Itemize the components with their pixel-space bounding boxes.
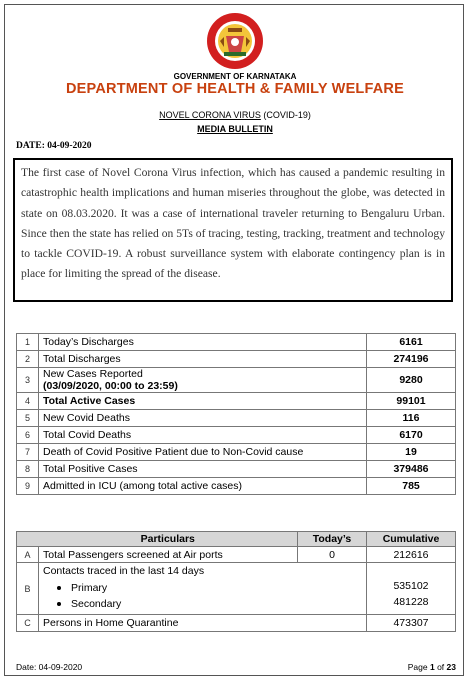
summary-body (17, 334, 456, 495)
row-label (39, 334, 367, 351)
page-total: 23 (446, 662, 456, 672)
table-row (17, 334, 456, 351)
table-row (17, 478, 456, 495)
page-number (408, 662, 456, 672)
subtitle-tag: (COVID-19) (260, 110, 311, 120)
row-index: 9 (17, 478, 39, 495)
row-label-text: New Covid Deaths (43, 412, 130, 424)
row-cumulative (367, 563, 456, 615)
list-item (43, 596, 362, 612)
row-label (39, 368, 367, 393)
contacts-label: Contacts traced in the last 14 days (43, 565, 205, 577)
row-label (39, 563, 367, 615)
row-value: 6170 (367, 427, 456, 444)
row-label: Persons in Home Quarantine (39, 615, 367, 632)
row-label-text: Total Positive Cases (43, 463, 138, 475)
row-index: 2 (17, 351, 39, 368)
subtitle-virus: NOVEL CORONA VIRUS (159, 110, 261, 120)
row-label (39, 351, 367, 368)
header-index (17, 532, 39, 547)
row-index: 5 (17, 410, 39, 427)
header-todays: Today’s (298, 532, 367, 547)
row-label (39, 427, 367, 444)
row-value: 785 (367, 478, 456, 495)
secondary-label: Secondary (71, 598, 122, 610)
row-index: A (17, 547, 39, 563)
row-index: 8 (17, 461, 39, 478)
table-row (17, 563, 456, 615)
row-label-text: Today’s Discharges (43, 336, 134, 348)
particulars-table (16, 531, 456, 632)
table-row (17, 547, 456, 563)
header-cumulative: Cumulative (367, 532, 456, 547)
table-row (17, 410, 456, 427)
subtitle (0, 110, 470, 120)
row-index: 7 (17, 444, 39, 461)
page-prefix: Page (407, 662, 430, 672)
row-value: 379486 (367, 461, 456, 478)
row-value: 99101 (367, 393, 456, 410)
table-row (17, 615, 456, 632)
row-label-text: Death of Covid Positive Patient due to Non-Covid cause (43, 446, 304, 458)
row-index: 3 (17, 368, 39, 393)
primary-value: 535102 (393, 580, 429, 592)
summary-table (16, 333, 456, 495)
row-value: 274196 (367, 351, 456, 368)
row-value: 9280 (367, 368, 456, 393)
bullet-icon (57, 586, 61, 590)
table-row (17, 393, 456, 410)
row-value: 116 (367, 410, 456, 427)
table-row (17, 351, 456, 368)
footer-date: Date: 04-09-2020 (16, 662, 83, 672)
row-label (39, 393, 367, 410)
row-value: 6161 (367, 334, 456, 351)
row-index: 6 (17, 427, 39, 444)
intro-paragraph: The first case of Novel Corona Virus infection, which has caused a pandemic resulting in catastrophic health implications and human miseries throughout the globe, was detected in state on 08.03.2020. It was a case of international traveler returning to Bengaluru Urban. Since then the state has relied on 5Ts of tracing, testing, tracking, treatment and technology to tackle COVID-19. A robust surveillance system with elaborate contingency plan is in place for limiting the spread of the disease. (13, 158, 453, 302)
row-cumulative: 473307 (367, 615, 456, 632)
row-index: C (17, 615, 39, 632)
bullet-icon (57, 602, 61, 606)
page-of: of (434, 662, 447, 672)
row-label-text: Admitted in ICU (among total active cases) (43, 480, 242, 492)
row-today: 0 (298, 547, 367, 563)
row-cumulative: 212616 (367, 547, 456, 563)
row-index: 4 (17, 393, 39, 410)
table-row (17, 427, 456, 444)
row-label (39, 444, 367, 461)
row-label-text: Total Active Cases (43, 395, 136, 407)
primary-label: Primary (71, 582, 108, 594)
row-index: B (17, 563, 39, 615)
row-label (39, 478, 367, 495)
row-value: 19 (367, 444, 456, 461)
bulletin-date: DATE: 04-09-2020 (16, 141, 92, 151)
row-label (39, 410, 367, 427)
secondary-value: 481228 (393, 596, 429, 608)
row-index: 1 (17, 334, 39, 351)
header-particulars: Particulars (39, 532, 298, 547)
row-label: Total Passengers screened at Air ports (39, 547, 298, 563)
list-item (43, 580, 362, 596)
row-label-text: Total Covid Deaths (43, 429, 132, 441)
karnataka-emblem (206, 12, 264, 70)
row-label-text: Total Discharges (43, 353, 121, 365)
bulletin-title: MEDIA BULLETIN (197, 124, 273, 134)
row-sublabel: (03/09/2020, 00:00 to 23:59) (43, 380, 178, 392)
table-row (17, 461, 456, 478)
row-label (39, 461, 367, 478)
particulars-header-row (17, 532, 456, 547)
department-title: DEPARTMENT OF HEALTH & FAMILY WELFARE (66, 81, 404, 97)
page-current: 1 (429, 662, 435, 672)
table-row (17, 368, 456, 393)
government-title: GOVERNMENT OF KARNATAKA (173, 72, 297, 81)
table-row (17, 444, 456, 461)
row-label-text: New Cases Reported (43, 368, 143, 380)
